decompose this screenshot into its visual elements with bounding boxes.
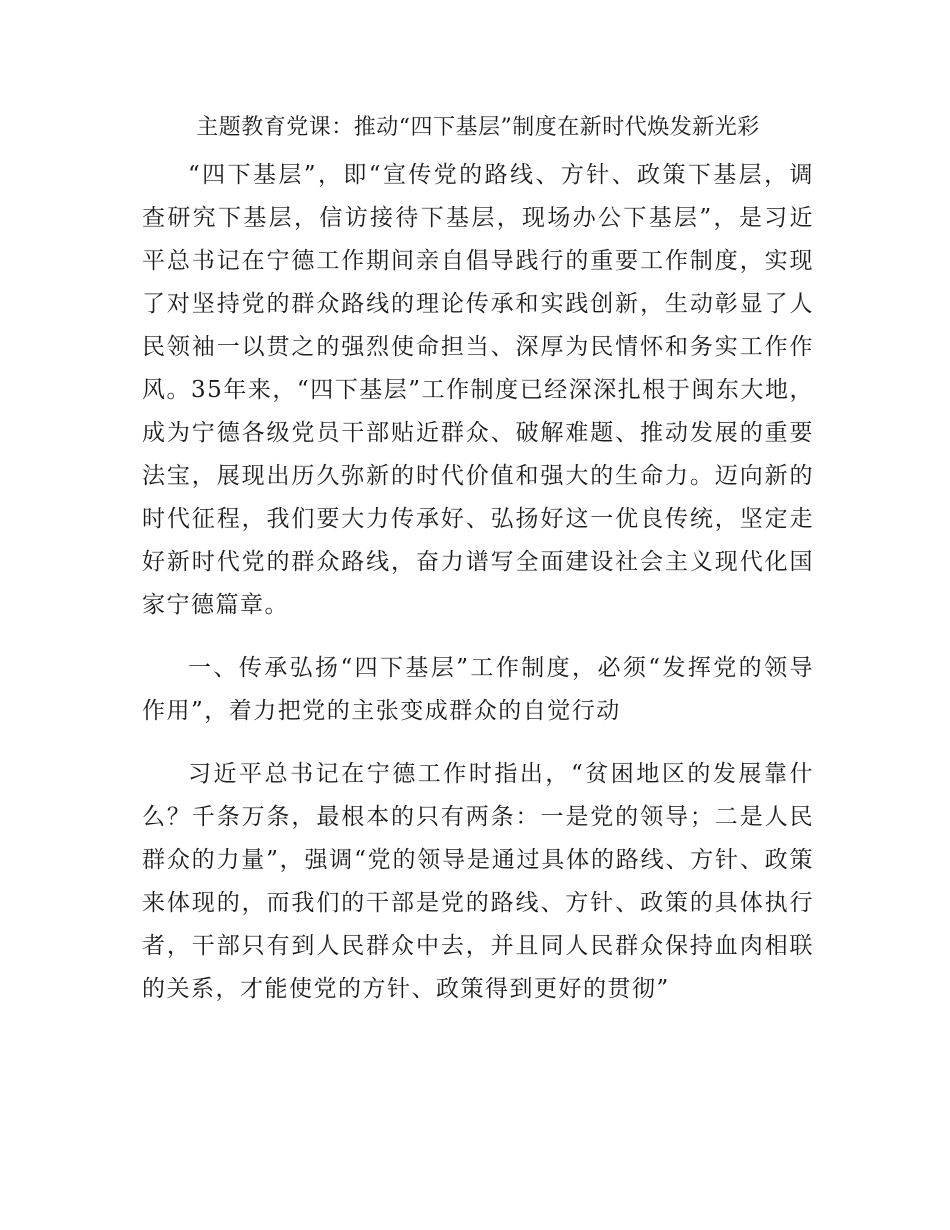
- document-title: 主题教育党课：推动“四下基层”制度在新时代焕发新光彩: [196, 115, 760, 140]
- paragraph-intro: “四下基层”，即“宣传党的路线、方针、政策下基层，调查研究下基层，信访接待下基层，现场办公下基层”，是习近平总书记在宁德工作期间亲自倡导践行的重要工作制度，实现了对坚持党的群众路线的理论传承和实践创新，生动彰显了人民领袖一以贯之的强烈使命担当、深厚为民情怀和务实工作作风。35年来，“四下基层”工作制度已经深深扎根于闽东大地，成为宁德各级党员干部贴近群众、破解难题、推动发展的重要法宝，展现出历久弥新的时代价值和强大的生命力。迈向新的时代征程，我们要大力传承好、弘扬好这一优良传统，坚定走好新时代党的群众路线，奋力谱写全面建设社会主义现代化国家宁德篇章。: [142, 162, 814, 618]
- document-body: [142, 108, 814, 1011]
- section-heading-one: 一、传承弘扬“四下基层”工作制度，必须“发挥党的领导作用”，着力把党的主张变成群众的自觉行动: [142, 655, 814, 724]
- paragraph-section-one: 习近平总书记在宁德工作时指出，“贫困地区的发展靠什么？千条万条，最根本的只有两条：一是党的领导；二是人民群众的力量”，强调“党的领导是通过具体的路线、方针、政策来体现的，而我们的干部是党的路线、方针、政策的具体执行者，干部只有到人民群众中去，并且同人民群众保持血肉相联的关系，才能使党的方针、政策得到更好的贯彻”: [142, 761, 814, 1002]
